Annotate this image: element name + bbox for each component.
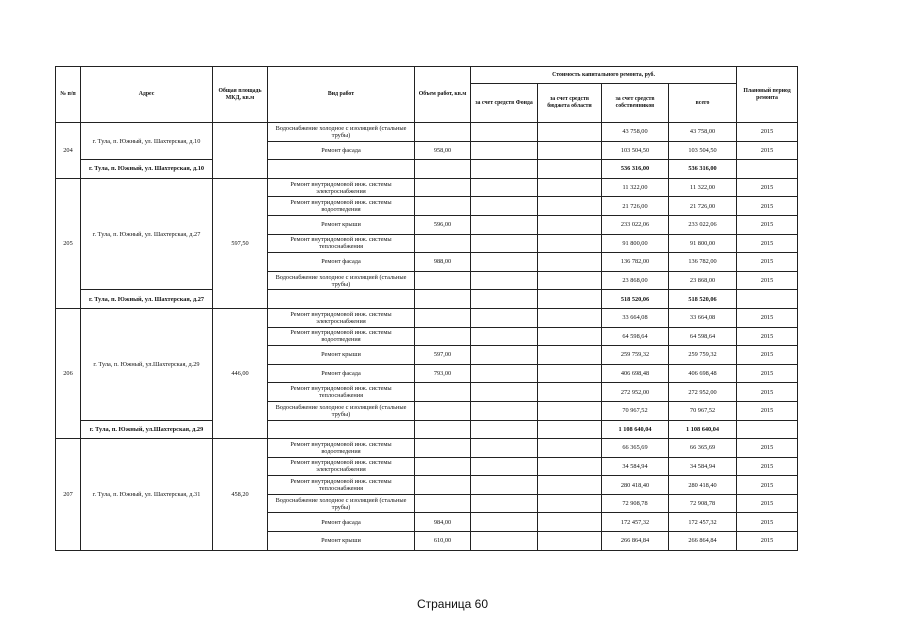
header-fund: за счет средств Фонда: [471, 84, 538, 123]
row-work-type: Ремонт внутридомовой инж. системы электроснабжения: [268, 457, 415, 476]
row-work-type: Ремонт внутридомовой инж. системы теплоснабжения: [268, 476, 415, 495]
row-regional: [538, 439, 602, 458]
row-address: г. Тула, п. Южный, ул. Шахтерская, д.31: [81, 439, 213, 551]
subtotal-total: 1 108 640,04: [669, 420, 737, 439]
row-regional: [538, 346, 602, 365]
row-own: 136 782,00: [602, 253, 669, 272]
row-fund: [471, 215, 538, 234]
row-work-type: Ремонт фасада: [268, 364, 415, 383]
row-period: 2015: [737, 215, 798, 234]
row-fund: [471, 253, 538, 272]
row-number: 206: [56, 308, 81, 438]
row-period: 2015: [737, 364, 798, 383]
row-volume: 793,00: [415, 364, 471, 383]
subtotal-fund: [471, 420, 538, 439]
row-fund: [471, 234, 538, 253]
row-volume: [415, 439, 471, 458]
subtotal-period: [737, 420, 798, 439]
row-regional: [538, 215, 602, 234]
row-total: 103 504,50: [669, 141, 737, 160]
subtotal-label: г. Тула, п. Южный, ул. Шахтерская, д.27: [81, 290, 213, 309]
row-total: 11 322,00: [669, 178, 737, 197]
header-work-type: Вид работ: [268, 67, 415, 123]
header-volume: Объем работ, кв.м: [415, 67, 471, 123]
table-header: [56, 67, 798, 123]
subtotal-regional: [538, 290, 602, 309]
row-total: 23 868,00: [669, 271, 737, 290]
row-work-type: Водоснабжение холодное с изоляцией (стальные трубы): [268, 494, 415, 513]
header-area: Общая площадь МКД, кв.м: [213, 67, 268, 123]
row-own: 272 952,00: [602, 383, 669, 402]
row-volume: [415, 494, 471, 513]
row-total: 72 908,78: [669, 494, 737, 513]
row-period: 2015: [737, 308, 798, 327]
row-address: г. Тула, п. Южный, ул.Шахтерская, д.29: [81, 308, 213, 420]
row-volume: 597,00: [415, 346, 471, 365]
row-fund: [471, 383, 538, 402]
row-regional: [538, 513, 602, 532]
row-work-type: Водоснабжение холодное с изоляцией (стальные трубы): [268, 271, 415, 290]
row-period: 2015: [737, 457, 798, 476]
row-fund: [471, 494, 538, 513]
subtotal-total: 518 520,06: [669, 290, 737, 309]
row-area: 597,50: [213, 178, 268, 308]
row-fund: [471, 532, 538, 551]
subtotal-volume: [415, 420, 471, 439]
subtotal-regional: [538, 420, 602, 439]
subtotal-own: 536 316,00: [602, 160, 669, 179]
row-own: 11 322,00: [602, 178, 669, 197]
subtotal-work-type: [268, 160, 415, 179]
row-regional: [538, 327, 602, 346]
row-area: 458,20: [213, 439, 268, 551]
row-work-type: Ремонт внутридомовой инж. системы водоотведения: [268, 327, 415, 346]
row-address: г. Тула, п. Южный, ул. Шахтерская, д.10: [81, 123, 213, 160]
row-own: 21 726,00: [602, 197, 669, 216]
header-own: за счет средств собственников: [602, 84, 669, 123]
row-own: 280 418,40: [602, 476, 669, 495]
row-own: 266 864,84: [602, 532, 669, 551]
row-fund: [471, 123, 538, 142]
row-volume: 958,00: [415, 141, 471, 160]
row-period: 2015: [737, 271, 798, 290]
row-period: 2015: [737, 513, 798, 532]
row-work-type: Водоснабжение холодное с изоляцией (стальные трубы): [268, 401, 415, 420]
row-own: 172 457,32: [602, 513, 669, 532]
subtotal-period: [737, 160, 798, 179]
row-total: 280 418,40: [669, 476, 737, 495]
row-total: 266 864,84: [669, 532, 737, 551]
row-volume: 610,00: [415, 532, 471, 551]
row-own: 43 758,00: [602, 123, 669, 142]
row-period: 2015: [737, 401, 798, 420]
row-own: 34 584,94: [602, 457, 669, 476]
row-period: 2015: [737, 123, 798, 142]
row-volume: [415, 476, 471, 495]
row-total: 66 365,69: [669, 439, 737, 458]
row-work-type: Ремонт внутридомовой инж. системы водоотведения: [268, 439, 415, 458]
row-fund: [471, 476, 538, 495]
row-regional: [538, 253, 602, 272]
row-volume: 988,00: [415, 253, 471, 272]
row-period: 2015: [737, 494, 798, 513]
row-fund: [471, 327, 538, 346]
row-work-type: Ремонт крыши: [268, 532, 415, 551]
row-volume: [415, 271, 471, 290]
row-regional: [538, 364, 602, 383]
row-fund: [471, 513, 538, 532]
row-regional: [538, 532, 602, 551]
row-regional: [538, 234, 602, 253]
subtotal-own: 518 520,06: [602, 290, 669, 309]
row-regional: [538, 401, 602, 420]
row-area: [213, 123, 268, 179]
row-own: 72 908,78: [602, 494, 669, 513]
row-total: 406 698,48: [669, 364, 737, 383]
row-total: 34 584,94: [669, 457, 737, 476]
subtotal-label: г. Тула, п. Южный, ул.Шахтерская, д.29: [81, 420, 213, 439]
row-own: 103 504,50: [602, 141, 669, 160]
row-period: 2015: [737, 141, 798, 160]
row-total: 136 782,00: [669, 253, 737, 272]
row-work-type: Ремонт внутридомовой инж. системы водоотведения: [268, 197, 415, 216]
row-own: 233 022,06: [602, 215, 669, 234]
row-own: 23 868,00: [602, 271, 669, 290]
row-regional: [538, 457, 602, 476]
row-number: 204: [56, 123, 81, 179]
table-body: [56, 123, 798, 551]
row-total: 233 022,06: [669, 215, 737, 234]
subtotal-row: [56, 290, 798, 309]
row-own: 91 800,00: [602, 234, 669, 253]
row-period: 2015: [737, 253, 798, 272]
subtotal-work-type: [268, 290, 415, 309]
header-cost-group: Стоимость капитального ремонта, руб.: [471, 67, 737, 84]
header-total: всего: [669, 84, 737, 123]
row-own: 33 664,08: [602, 308, 669, 327]
row-total: 43 758,00: [669, 123, 737, 142]
row-regional: [538, 197, 602, 216]
row-fund: [471, 401, 538, 420]
row-volume: [415, 178, 471, 197]
row-period: 2015: [737, 346, 798, 365]
row-regional: [538, 476, 602, 495]
row-total: 272 952,00: [669, 383, 737, 402]
row-work-type: Ремонт внутридомовой инж. системы теплоснабжения: [268, 383, 415, 402]
row-area: 446,00: [213, 308, 268, 438]
row-period: 2015: [737, 439, 798, 458]
header-num: № п/п: [56, 67, 81, 123]
table-row: [56, 123, 798, 142]
row-regional: [538, 141, 602, 160]
row-regional: [538, 494, 602, 513]
subtotal-total: 536 316,00: [669, 160, 737, 179]
row-work-type: Ремонт внутридомовой инж. системы электроснабжения: [268, 178, 415, 197]
row-volume: [415, 234, 471, 253]
row-period: 2015: [737, 327, 798, 346]
row-volume: [415, 327, 471, 346]
row-own: 64 598,64: [602, 327, 669, 346]
row-work-type: Ремонт внутридомовой инж. системы электроснабжения: [268, 308, 415, 327]
row-volume: 984,00: [415, 513, 471, 532]
row-regional: [538, 123, 602, 142]
repair-schedule-table: [55, 66, 798, 551]
row-volume: [415, 457, 471, 476]
row-volume: [415, 401, 471, 420]
table-row: [56, 308, 798, 327]
row-fund: [471, 364, 538, 383]
subtotal-period: [737, 290, 798, 309]
row-volume: [415, 383, 471, 402]
row-regional: [538, 271, 602, 290]
subtotal-volume: [415, 160, 471, 179]
row-total: 33 664,08: [669, 308, 737, 327]
subtotal-volume: [415, 290, 471, 309]
header-regional: за счет средств бюджета области: [538, 84, 602, 123]
row-number: 207: [56, 439, 81, 551]
header-period: Плановый период ремонта: [737, 67, 798, 123]
subtotal-fund: [471, 290, 538, 309]
row-fund: [471, 457, 538, 476]
row-address: г. Тула, п. Южный, ул. Шахтерская, д.27: [81, 178, 213, 290]
subtotal-work-type: [268, 420, 415, 439]
row-regional: [538, 308, 602, 327]
row-work-type: Ремонт фасада: [268, 141, 415, 160]
subtotal-row: [56, 420, 798, 439]
row-fund: [471, 439, 538, 458]
row-period: 2015: [737, 178, 798, 197]
row-fund: [471, 308, 538, 327]
row-volume: 596,00: [415, 215, 471, 234]
row-regional: [538, 383, 602, 402]
row-own: 70 967,52: [602, 401, 669, 420]
row-volume: [415, 308, 471, 327]
row-fund: [471, 141, 538, 160]
row-work-type: Ремонт внутридомовой инж. системы теплоснабжения: [268, 234, 415, 253]
row-total: 70 967,52: [669, 401, 737, 420]
row-volume: [415, 123, 471, 142]
row-fund: [471, 178, 538, 197]
row-number: 205: [56, 178, 81, 308]
row-period: 2015: [737, 532, 798, 551]
row-own: 259 759,32: [602, 346, 669, 365]
row-work-type: Ремонт фасада: [268, 253, 415, 272]
row-total: 21 726,00: [669, 197, 737, 216]
row-total: 91 800,00: [669, 234, 737, 253]
row-volume: [415, 197, 471, 216]
row-own: 406 698,48: [602, 364, 669, 383]
row-period: 2015: [737, 383, 798, 402]
subtotal-regional: [538, 160, 602, 179]
header-address: Адрес: [81, 67, 213, 123]
row-fund: [471, 197, 538, 216]
row-work-type: Ремонт фасада: [268, 513, 415, 532]
table-row: [56, 178, 798, 197]
row-fund: [471, 346, 538, 365]
row-total: 64 598,64: [669, 327, 737, 346]
row-regional: [538, 178, 602, 197]
row-work-type: Ремонт крыши: [268, 346, 415, 365]
subtotal-fund: [471, 160, 538, 179]
row-own: 66 365,69: [602, 439, 669, 458]
row-work-type: Ремонт крыши: [268, 215, 415, 234]
row-total: 259 759,32: [669, 346, 737, 365]
page-number: Страница 60: [416, 597, 489, 611]
row-period: 2015: [737, 234, 798, 253]
subtotal-own: 1 108 640,04: [602, 420, 669, 439]
subtotal-label: г. Тула, п. Южный, ул. Шахтерская, д.10: [81, 160, 213, 179]
row-fund: [471, 271, 538, 290]
row-total: 172 457,32: [669, 513, 737, 532]
row-period: 2015: [737, 197, 798, 216]
subtotal-row: [56, 160, 798, 179]
row-period: 2015: [737, 476, 798, 495]
row-work-type: Водоснабжение холодное с изоляцией (стальные трубы): [268, 123, 415, 142]
table-row: [56, 439, 798, 458]
